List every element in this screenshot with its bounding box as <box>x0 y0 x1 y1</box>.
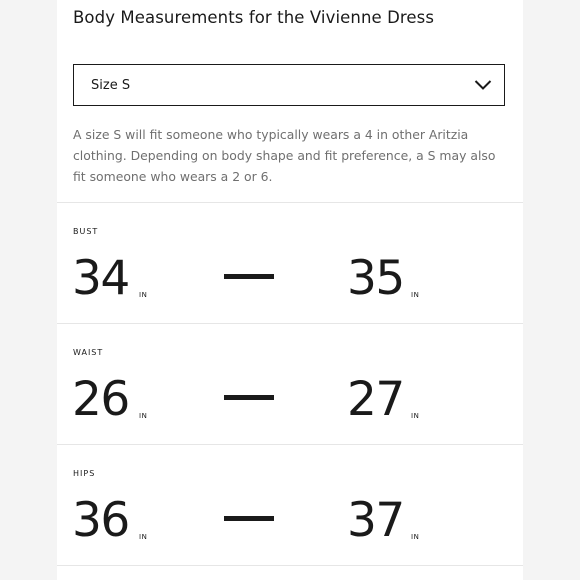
measurement-label: HIPS <box>73 469 96 478</box>
measurements-panel <box>57 0 523 580</box>
measurement-unit: IN <box>139 291 148 299</box>
range-dash <box>224 395 274 400</box>
measurement-bust <box>57 203 523 323</box>
measurement-min-value: 34 <box>72 251 129 306</box>
measurement-unit: IN <box>139 412 148 420</box>
page-title: Body Measurements for the Vivienne Dress <box>73 8 435 27</box>
measurement-unit: IN <box>139 533 148 541</box>
range-dash <box>224 516 274 521</box>
measurement-min-value: 26 <box>72 372 129 427</box>
measurement-label: BUST <box>73 227 99 236</box>
size-dropdown-value: Size S <box>91 77 131 93</box>
measurement-waist <box>57 324 523 444</box>
divider <box>57 565 523 566</box>
measurement-max-value: 35 <box>347 251 404 306</box>
size-dropdown[interactable] <box>73 64 505 106</box>
measurement-label: WAIST <box>73 348 104 357</box>
measurement-max-value: 37 <box>347 493 404 548</box>
measurement-min-value: 36 <box>72 493 129 548</box>
chevron-down-icon <box>474 79 492 91</box>
measurement-hips <box>57 445 523 565</box>
measurement-max-value: 27 <box>347 372 404 427</box>
size-description: A size S will fit someone who typically wears a 4 in other Aritzia clothing. Depending on body shape and fit preference, a S may also fit someone who wears a 2 or 6. <box>73 127 496 184</box>
measurement-unit: IN <box>411 291 420 299</box>
range-dash <box>224 274 274 279</box>
measurement-unit: IN <box>411 533 420 541</box>
measurement-unit: IN <box>411 412 420 420</box>
